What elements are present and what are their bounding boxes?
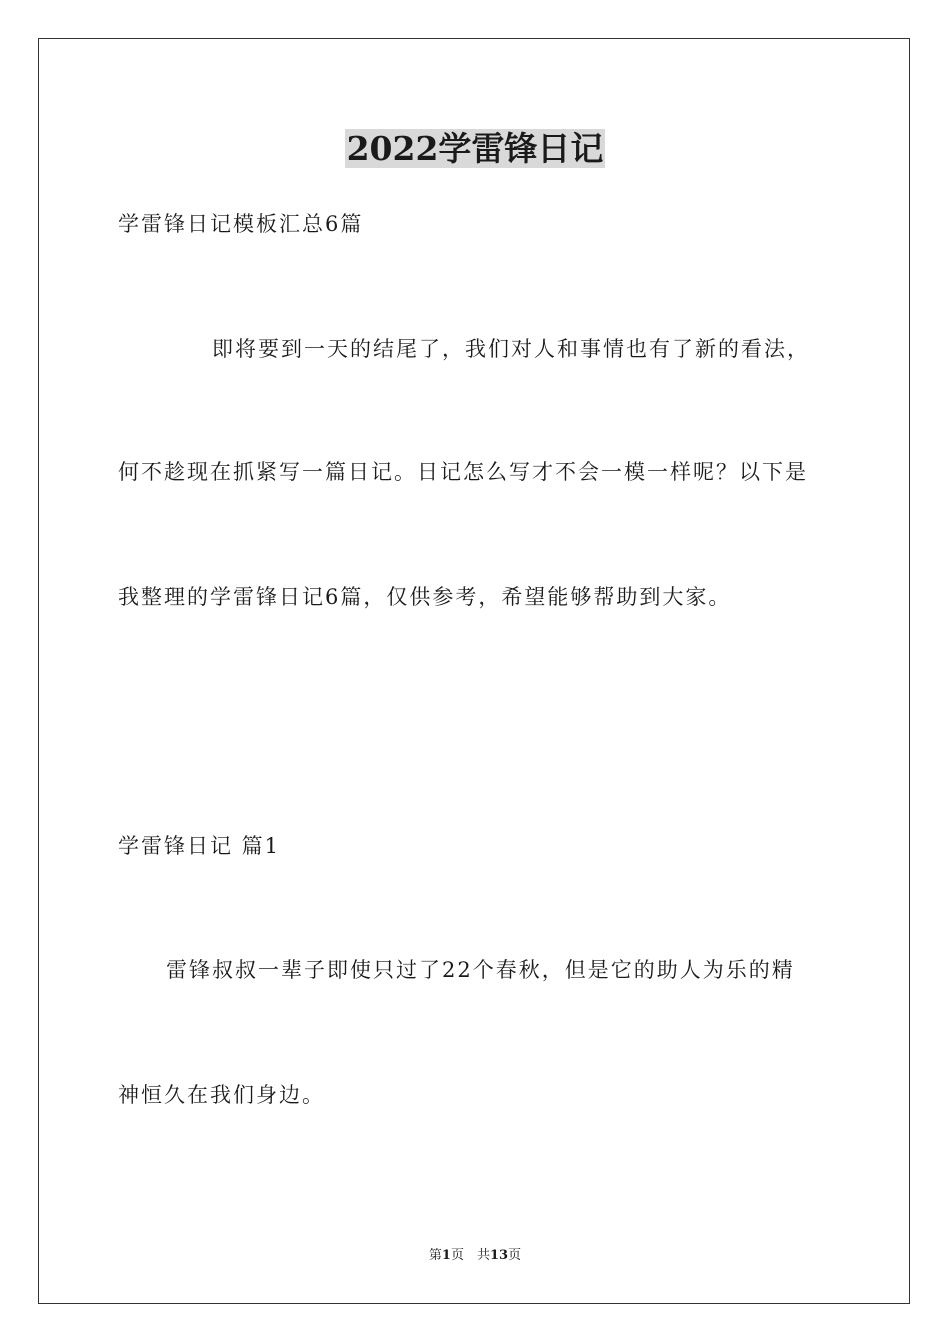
- intro-line-2: 何不趁现在抓紧写一篇日记。日记怎么写才不会一模一样呢？以下是: [118, 460, 808, 484]
- page-footer: [0, 1247, 950, 1265]
- intro-line-1: 即将要到一天的结尾了，我们对人和事情也有了新的看法，: [212, 337, 810, 361]
- document-title-text: 2022学雷锋日记: [346, 129, 604, 168]
- footer-prefix: 第: [428, 1248, 442, 1263]
- footer-mid: 页 共: [450, 1248, 490, 1263]
- intro-line-3: 我整理的学雷锋日记6篇，仅供参考，希望能够帮助到大家。: [118, 585, 732, 609]
- section-line-1: 雷锋叔叔一辈子即使只过了22个春秋，但是它的助人为乐的精: [166, 958, 795, 982]
- footer-suffix: 页: [508, 1248, 522, 1263]
- footer-page-total: 13: [489, 1248, 509, 1263]
- section-line-2: 神恒久在我们身边。: [118, 1083, 325, 1107]
- document-subtitle: 学雷锋日记模板汇总6篇: [118, 212, 364, 236]
- section-heading: 学雷锋日记 篇1: [118, 834, 281, 858]
- footer-page-current: 1: [441, 1248, 451, 1263]
- document-title: [0, 128, 950, 170]
